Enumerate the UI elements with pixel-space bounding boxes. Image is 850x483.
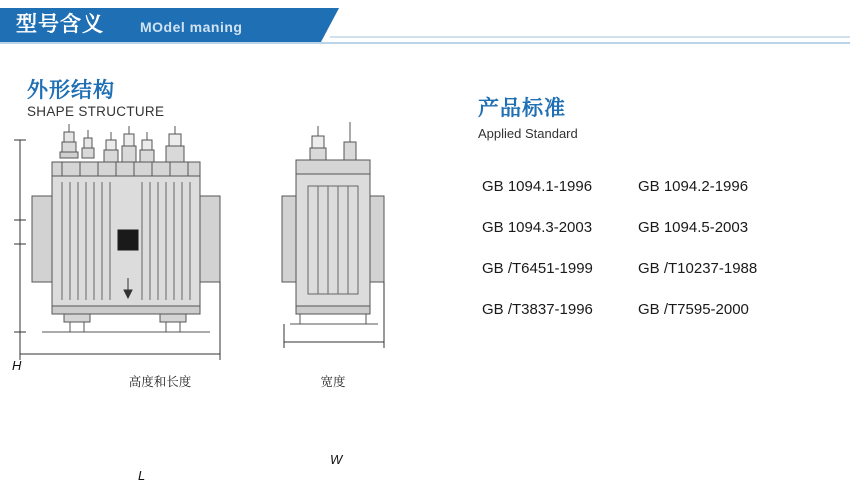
shape-structure-title-en: SHAPE STRUCTURE — [27, 104, 165, 119]
standards-row — [482, 260, 812, 277]
standards-list — [482, 178, 812, 342]
standards-row — [482, 219, 812, 236]
standard-item: GB 1094.2-1996 — [638, 178, 749, 195]
header-title-en: MOdel maning — [140, 19, 243, 35]
side-tank-body — [296, 174, 370, 306]
hv-bushing-left2 — [82, 130, 94, 158]
header-underline-secondary — [330, 36, 850, 38]
side-tank-lid — [296, 160, 370, 174]
applied-standard-title-en: Applied Standard — [478, 126, 578, 141]
dimension-height — [14, 140, 26, 332]
caption-side-view: 宽度 — [320, 375, 346, 389]
standard-item: GB /T10237-1988 — [638, 260, 758, 277]
side-base-skids — [290, 314, 378, 324]
hv-bushing-left — [60, 124, 78, 158]
standard-item: GB 1094.5-2003 — [638, 219, 749, 236]
standards-row — [482, 301, 812, 318]
tank-base — [52, 306, 200, 314]
dimension-label-width: W — [330, 452, 343, 467]
header-title-cn: 型号含义 — [16, 13, 104, 36]
standards-row — [482, 178, 812, 195]
dimension-label-height: H — [12, 358, 22, 373]
nameplate — [118, 230, 138, 250]
side-radiator-right — [370, 196, 384, 282]
standard-item: GB 1094.1-1996 — [482, 178, 593, 195]
side-radiator-left — [282, 196, 296, 282]
page-header — [0, 0, 850, 46]
side-tank-base — [296, 306, 370, 314]
standard-item: GB 1094.3-2003 — [482, 219, 593, 236]
standard-item: GB /T7595-2000 — [638, 301, 749, 318]
tap-changer-handle — [166, 126, 184, 162]
caption-front-view: 高度和长度 — [128, 375, 192, 389]
shape-structure-title-cn: 外形结构 — [27, 79, 115, 102]
standard-item: GB /T3837-1996 — [482, 301, 593, 318]
side-view-bushings — [310, 122, 356, 160]
tank-lid — [52, 162, 200, 176]
standard-item: GB /T6451-1999 — [482, 260, 593, 277]
radiator-right — [200, 196, 220, 282]
lv-bushing-1 — [104, 132, 118, 162]
lv-bushing-2 — [122, 126, 136, 162]
transformer-outline-drawing — [0, 120, 460, 400]
lv-bushing-3 — [140, 132, 154, 162]
applied-standard-title-cn: 产品标准 — [478, 97, 566, 120]
dimension-label-length: L — [138, 468, 146, 483]
base-skids — [42, 314, 210, 332]
radiator-left — [32, 196, 52, 282]
header-underline — [0, 42, 850, 44]
